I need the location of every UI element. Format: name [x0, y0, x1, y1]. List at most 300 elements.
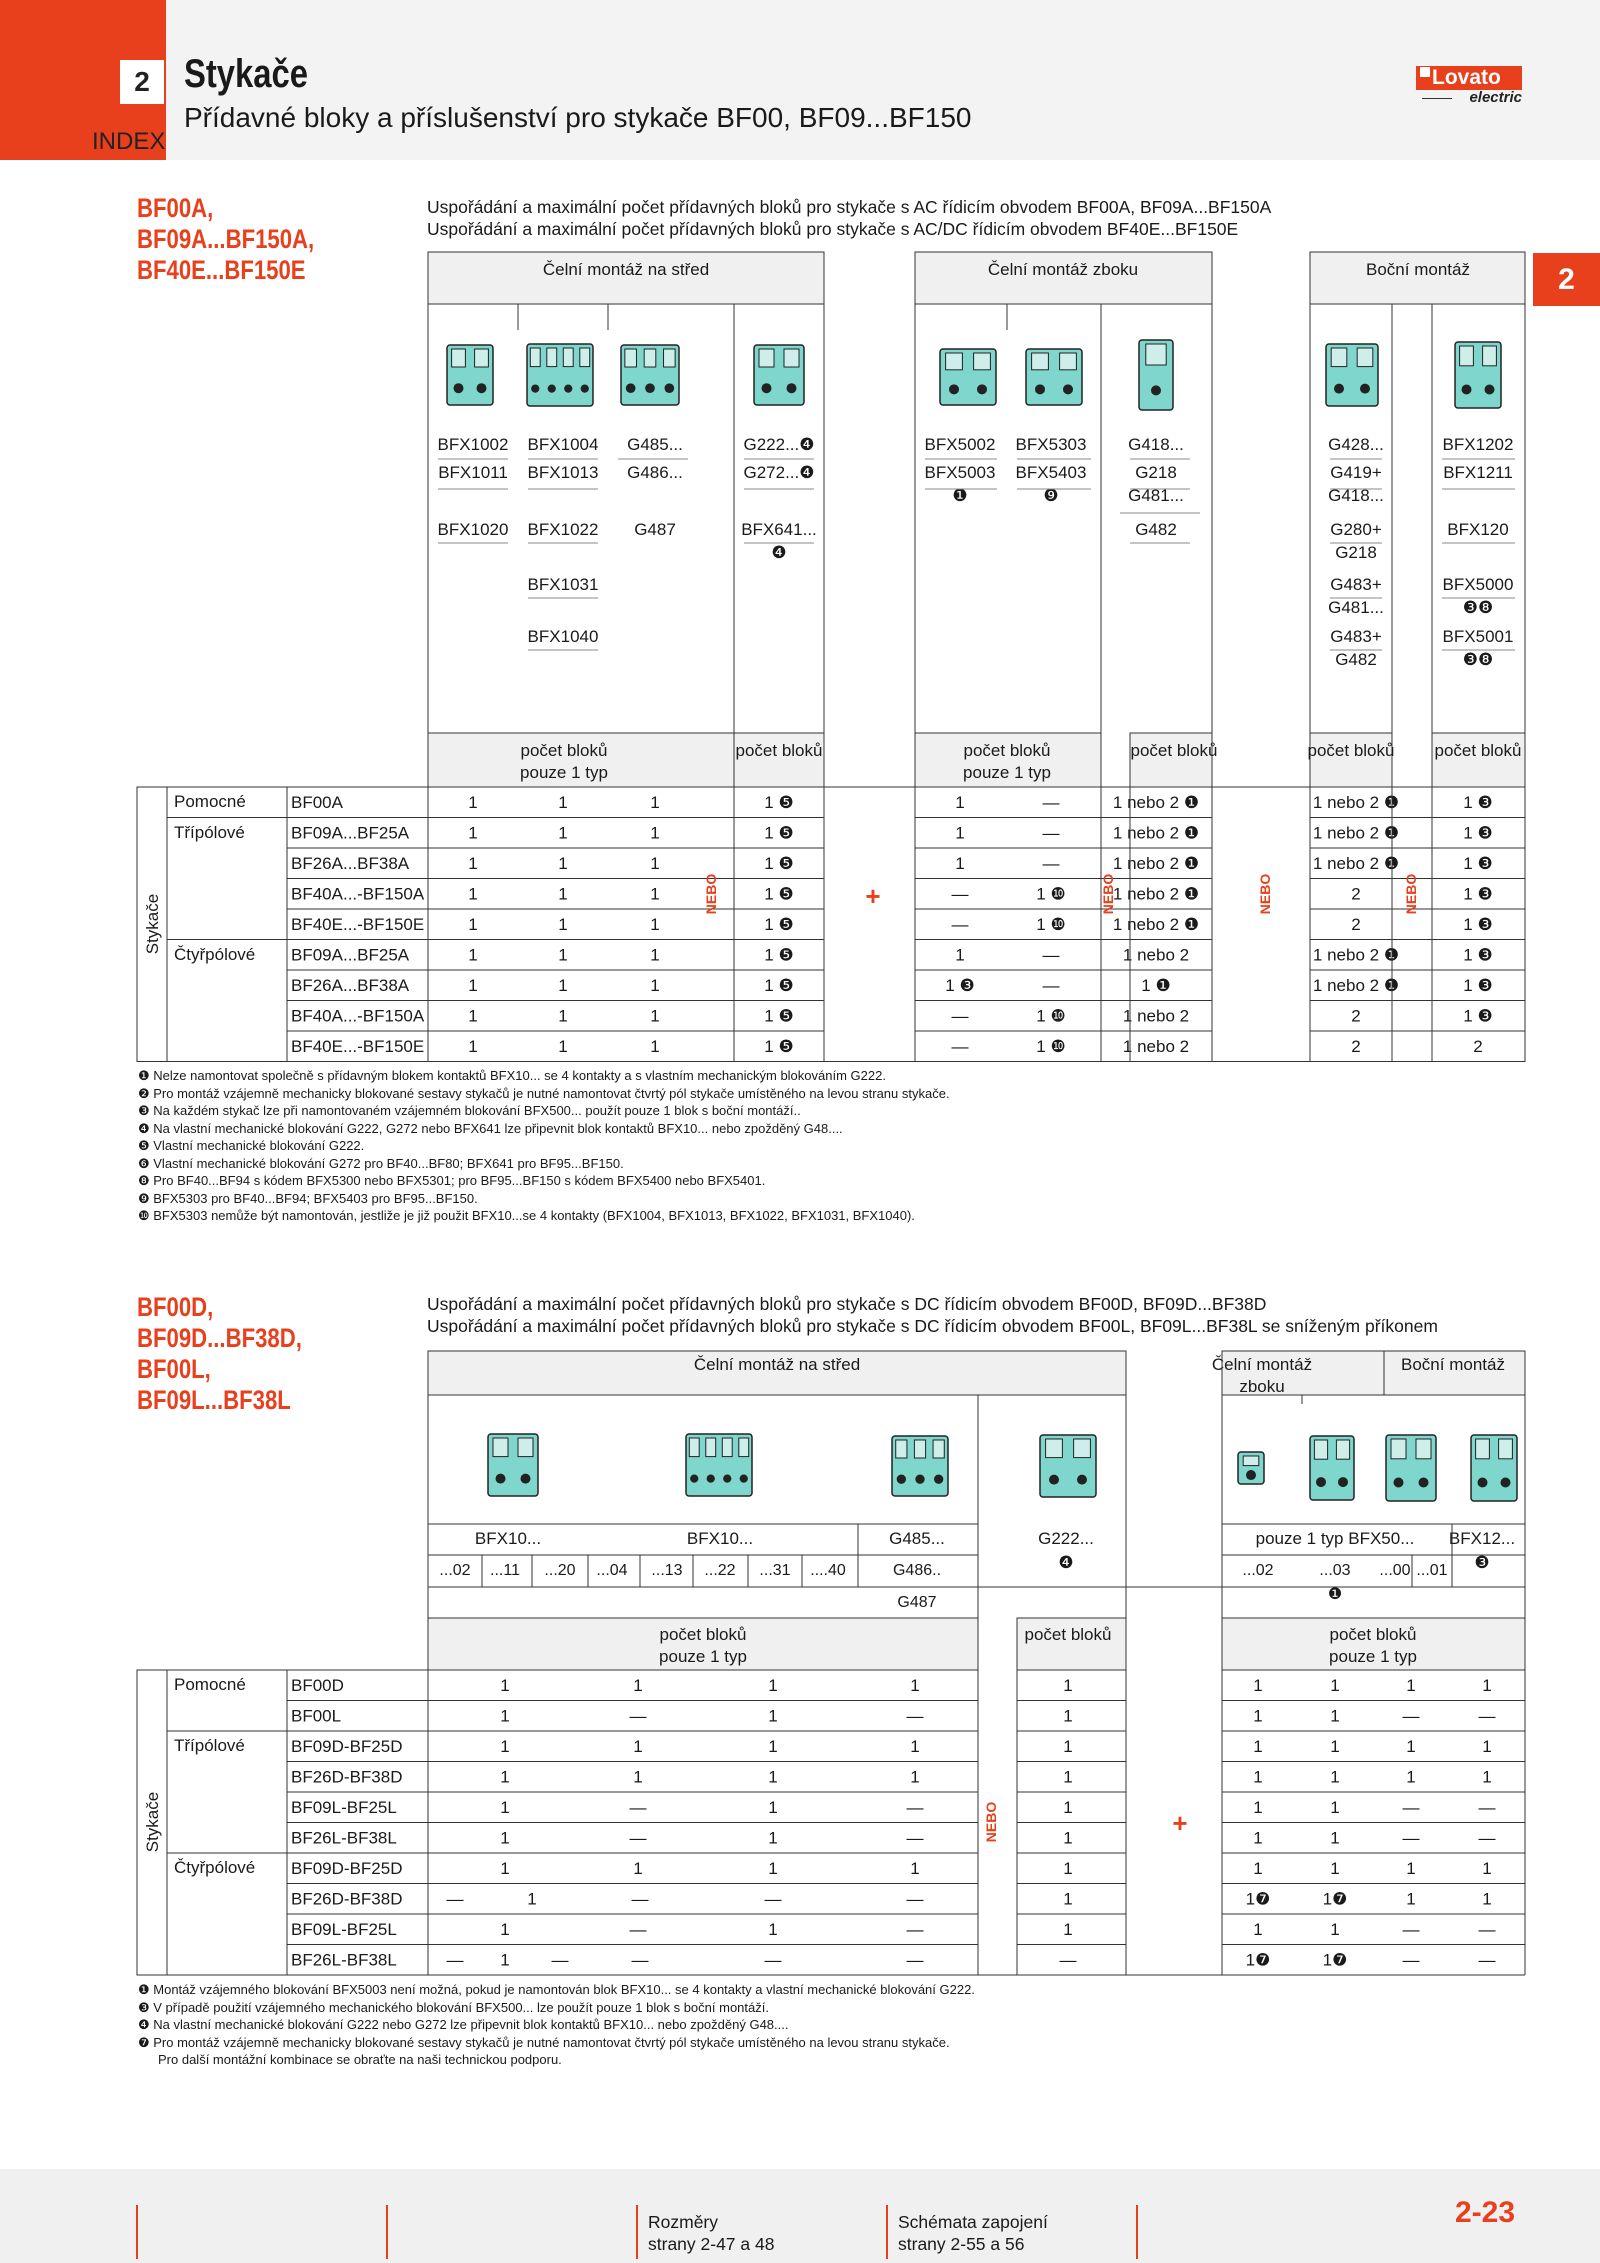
count-value: 1 nebo 2 ❶: [1312, 945, 1400, 965]
chapter-number: 2: [120, 60, 164, 104]
count-value: 1 ❺: [764, 793, 794, 812]
count-value: 1 ❶: [1141, 976, 1171, 995]
part-code: ❹: [771, 543, 787, 562]
side-block-icon: [1238, 1452, 1264, 1484]
count-value: 1 ❺: [764, 884, 794, 904]
part-code: G481...: [1128, 486, 1184, 505]
count-value: 1 ❸: [1463, 1006, 1493, 1026]
logo-wordmark: Lovato: [1432, 66, 1501, 89]
model-label: BF00D: [291, 1676, 344, 1695]
sub-code: ...00: [1379, 1562, 1411, 1579]
part-code: G218: [1335, 543, 1377, 562]
timer-block-icon-terminal: [914, 1440, 925, 1458]
count-value: 1: [1253, 1828, 1263, 1848]
count-value: 1: [1482, 1737, 1492, 1756]
count-value: 2: [1351, 915, 1361, 934]
count-label: počet bloků: [659, 1625, 747, 1644]
count-value: 1: [1253, 1767, 1263, 1787]
sub-code: ....40: [810, 1562, 846, 1579]
count-label: pouze 1 typ: [520, 763, 608, 782]
count-value: —: [631, 1950, 649, 1970]
lateral-block-icon-screw: [1419, 1478, 1429, 1488]
model-label: BF09A...BF25A: [291, 945, 410, 965]
count-label: počet bloků: [1307, 741, 1395, 760]
contact-block-icon-screw: [496, 1474, 506, 1484]
model-label: BF26D-BF38D: [291, 1767, 403, 1787]
count-value: —: [906, 1706, 924, 1726]
count-value: 1: [1330, 1859, 1340, 1878]
part-code: ❶: [952, 486, 968, 505]
group-label-center: Čelní montáž na střed: [693, 1355, 861, 1374]
count-value: 1: [768, 1737, 778, 1756]
interlock-icon-screw: [1049, 1475, 1059, 1485]
count-value: 1: [1330, 1737, 1340, 1756]
count-value: 1 nebo 2 ❶: [1312, 854, 1400, 873]
count-value: 1 nebo 2 ❶: [1112, 793, 1200, 812]
side-label: Stykače: [143, 1791, 162, 1853]
count-value: 1: [500, 1676, 510, 1695]
count-value: —: [1042, 945, 1060, 965]
count-value: 1❼: [1322, 1889, 1348, 1909]
footnote: ❹ Na vlastní mechanické blokování G222 nebo G272 lze připevnit blok kontaktů BFX10... nebo zpožděný G48....: [138, 2017, 789, 2032]
count-value: 1: [558, 823, 568, 843]
count-value: 1 ❸: [1463, 976, 1493, 995]
sub-code: ...31: [759, 1562, 791, 1579]
count-value: 1: [650, 976, 660, 995]
count-value: 1 ❺: [764, 915, 794, 934]
count-value: 1: [1253, 1920, 1263, 1939]
count-value: —: [951, 884, 969, 904]
footer-bar: [0, 2169, 1600, 2263]
count-value: 1: [1330, 1676, 1340, 1695]
footnote: ❻ Vlastní mechanické blokování G272 pro BF40...BF80; BFX641 pro BF95...BF150.: [138, 1155, 624, 1171]
part-code: ❸❽: [1462, 598, 1494, 617]
count-value: —: [1478, 1706, 1496, 1726]
count-value: 1: [910, 1767, 920, 1787]
side-block-icon-terminal: [1243, 1456, 1259, 1466]
count-value: 1: [1063, 1676, 1073, 1695]
count-value: 1: [1406, 1859, 1416, 1878]
nebo-label: NEBO: [703, 873, 719, 915]
count-value: 1 ❺: [764, 945, 794, 965]
count-value: 1: [955, 945, 965, 965]
side-block-icon-terminal: [1336, 1440, 1349, 1459]
group-label-side: Čelní montáž zboku: [987, 260, 1139, 279]
count-value: 1: [1253, 1737, 1263, 1756]
count-value: 1: [558, 884, 568, 904]
timer-block-icon-screw: [897, 1475, 906, 1484]
section1-models: BF00A, BF09A...BF150A, BF40E...BF150E: [137, 193, 315, 285]
count-value: 1: [1063, 1859, 1073, 1878]
footnote: ❽ Pro BF40...BF94 s kódem BFX5300 nebo BFX5301; pro BF95...BF150 s kódem BFX5400 nebo BFX5401.: [138, 1173, 766, 1188]
count-value: 1❼: [1245, 1889, 1271, 1909]
part-code: BFX10...: [686, 1529, 754, 1548]
count-value: —: [1402, 1950, 1420, 1970]
contact-block-icon-screw: [690, 1475, 698, 1483]
lateral-block-icon-terminal: [1499, 1439, 1513, 1459]
part-code: BFX1211: [1443, 463, 1513, 482]
count-label: pouze 1 typ: [659, 1647, 747, 1666]
count-value: 1 ❺: [764, 854, 794, 873]
part-code: pouze 1 typ BFX50...: [1255, 1529, 1415, 1548]
footnote: ❷ Pro montáž vzájemně mechanicky blokované sestavy stykačů je nutné namontovat čtvrtý pól stykače umístěného na levou stranu stykače.: [138, 1085, 950, 1101]
model-label: BF26L-BF38L: [291, 1828, 397, 1848]
type-label: Pomocné: [174, 792, 246, 811]
count-value: —: [1402, 1920, 1420, 1939]
footnote: ❺ Vlastní mechanické blokování G222.: [138, 1138, 365, 1153]
sub-code: G486..: [892, 1562, 942, 1579]
count-value: 1: [650, 884, 660, 904]
model-label: BF00L: [291, 1706, 342, 1726]
contact-block-icon-terminal: [722, 1438, 732, 1457]
count-value: 1: [633, 1859, 643, 1878]
count-value: 1: [500, 1828, 510, 1848]
count-value: 1: [1063, 1828, 1073, 1848]
logo-subtext: electric: [1469, 89, 1522, 106]
page-number: 2-23: [1455, 2196, 1516, 2229]
count-value: 1: [768, 1920, 778, 1939]
footnote: ❾ BFX5303 pro BF40...BF94; BFX5403 pro BF95...BF150.: [138, 1190, 478, 1206]
count-value: 1: [1330, 1798, 1340, 1817]
contact-block-icon-terminal: [706, 1438, 716, 1457]
count-value: 1 ❺: [764, 1037, 794, 1056]
group-label-lateral: Boční montáž: [1366, 260, 1470, 279]
count-label: počet bloků: [1434, 741, 1522, 760]
model-label: BF09A...BF25A: [291, 823, 410, 843]
model-label: BF09L-BF25L: [291, 1920, 397, 1939]
sub-code: ...03: [1319, 1562, 1351, 1579]
nebo-label: NEBO: [1403, 873, 1419, 915]
page-title: Stykače: [184, 52, 309, 96]
count-label: počet bloků: [520, 741, 608, 760]
model-label: BF00A: [291, 793, 343, 812]
model-label: BF40A...-BF150A: [291, 1006, 425, 1026]
group-label-center: Čelní montáž na střed: [542, 260, 710, 279]
model-label: BF09D-BF25D: [291, 1859, 403, 1878]
interlock-icon-terminal: [1046, 1439, 1063, 1458]
plus-sign: +: [865, 881, 881, 911]
section1-intro: Uspořádání a maximální počet přídavných bloků pro stykače s AC řídicím obvodem BF00A, BF09A...BF150A Uspořádání a maximální počet přídavných bloků pro stykače s AC/DC řídicím obvodem BF40E...BF150E: [427, 197, 1272, 239]
nebo-label: NEBO: [983, 1801, 999, 1843]
count-value: 1❼: [1322, 1950, 1348, 1970]
count-value: —: [1042, 793, 1060, 812]
lateral-block-icon-terminal: [1416, 1439, 1431, 1459]
timer-block-icon: [892, 1436, 948, 1496]
count-value: 1: [768, 1859, 778, 1878]
timer-block-icon-screw: [915, 1475, 924, 1484]
count-value: —: [906, 1920, 924, 1939]
type-label: Čtyřpólové: [174, 1858, 256, 1877]
count-value: 1: [633, 1737, 643, 1756]
side-block-icon: [1310, 1436, 1354, 1500]
contact-block-icon: [686, 1434, 752, 1496]
count-value: 1 ❿: [1036, 1037, 1066, 1056]
count-value: —: [631, 1889, 649, 1909]
count-value: 1: [1253, 1798, 1263, 1817]
count-value: 1 ❿: [1036, 1006, 1066, 1026]
count-value: —: [951, 915, 969, 934]
count-value: 1 ❸: [1463, 793, 1493, 812]
sub-code: ...22: [704, 1562, 736, 1579]
part-code: G222...❹: [743, 435, 815, 454]
sub-code: ...04: [596, 1562, 628, 1579]
part-code: BFX5000: [1442, 575, 1514, 594]
group-label-lateral: Boční montáž: [1401, 1355, 1505, 1374]
count-value: 1: [1253, 1676, 1263, 1695]
interlock-icon-screw: [1077, 1475, 1087, 1485]
contact-block-icon-terminal: [739, 1438, 749, 1457]
count-value: 1: [468, 1006, 478, 1026]
part-code: BFX5303: [1015, 435, 1087, 454]
part-code: G418...: [1128, 435, 1184, 454]
count-value: —: [1402, 1828, 1420, 1848]
part-code: BFX120: [1447, 520, 1509, 539]
count-value: 1 ❸: [1463, 915, 1493, 934]
side-block-icon-screw: [1338, 1477, 1348, 1487]
count-value: —: [1402, 1706, 1420, 1726]
count-value: 1: [500, 1859, 510, 1878]
count-value: 1: [650, 945, 660, 965]
part-code: G485...: [889, 1529, 945, 1548]
count-value: 2: [1351, 1006, 1361, 1026]
count-value: 1: [468, 1037, 478, 1056]
part-code: BFX1013: [527, 463, 599, 482]
count-value: —: [1478, 1798, 1496, 1817]
part-code: ❸❽: [1462, 650, 1494, 669]
count-value: 1: [468, 945, 478, 965]
part-code: G486...: [627, 463, 683, 482]
count-value: —: [951, 1006, 969, 1026]
group-label-side: zboku: [1239, 1377, 1285, 1396]
count-value: —: [1478, 1828, 1496, 1848]
nebo-label: NEBO: [1257, 873, 1273, 915]
part-code: BFX1040: [527, 627, 599, 646]
count-value: —: [906, 1950, 924, 1970]
contact-block-icon-screw: [707, 1475, 715, 1483]
count-value: 1 nebo 2 ❶: [1112, 915, 1200, 934]
sub-code: G487: [897, 1594, 937, 1611]
count-value: 1: [1330, 1706, 1340, 1726]
sub-code: ...01: [1416, 1562, 1448, 1579]
count-value: 1 ❸: [945, 976, 975, 995]
count-value: 1: [650, 915, 660, 934]
part-code: BFX5403: [1015, 463, 1087, 482]
count-value: 1: [1482, 1767, 1492, 1787]
count-value: —: [906, 1828, 924, 1848]
sub-code: ...11: [490, 1562, 520, 1579]
count-value: 1 ❿: [1036, 915, 1066, 934]
part-code: BFX1022: [527, 520, 599, 539]
model-label: BF26A...BF38A: [291, 976, 410, 995]
count-value: —: [906, 1798, 924, 1817]
side-block-icon-screw: [1316, 1477, 1326, 1487]
footnote: ❶ Montáž vzájemného blokování BFX5003 není možná, pokud je namontován blok BFX10... se 4 kontakty a vlastní mechanické blokování G222.: [138, 1982, 975, 1997]
count-value: 1 nebo 2 ❶: [1312, 976, 1400, 995]
count-label: počet bloků: [735, 741, 823, 760]
timer-block-icon-terminal: [933, 1440, 944, 1458]
sub-code: ...02: [439, 1562, 471, 1579]
part-code: G419+: [1330, 463, 1382, 482]
count-value: —: [446, 1889, 464, 1909]
part-code: BFX5001: [1442, 627, 1514, 646]
part-code: G481...: [1328, 598, 1384, 617]
side-chapter-tab[interactable]: 2: [1533, 253, 1600, 306]
model-label: BF09D-BF25D: [291, 1737, 403, 1756]
contact-block-icon: [488, 1434, 538, 1496]
count-value: —: [764, 1889, 782, 1909]
count-value: 1 nebo 2: [1122, 1006, 1190, 1026]
type-label: Třípólové: [174, 823, 245, 842]
index-link[interactable]: INDEX: [92, 128, 166, 155]
model-label: BF26L-BF38L: [291, 1950, 397, 1970]
lateral-block-icon-terminal: [1476, 1439, 1490, 1459]
part-code: G280+: [1330, 520, 1382, 539]
count-value: —: [629, 1828, 647, 1848]
count-label: počet bloků: [1329, 1625, 1417, 1644]
type-label: Třípólové: [174, 1736, 245, 1755]
count-value: —: [951, 1037, 969, 1056]
lateral-block-icon-screw: [1501, 1478, 1511, 1488]
count-value: —: [629, 1798, 647, 1817]
model-label: BF26A...BF38A: [291, 854, 410, 873]
count-value: 1: [1406, 1737, 1416, 1756]
count-value: 1: [1063, 1706, 1073, 1726]
count-value: 1: [558, 915, 568, 934]
count-value: 1: [1253, 1706, 1263, 1726]
count-value: 1: [633, 1676, 643, 1695]
count-value: 1: [468, 793, 478, 812]
count-value: 1 ❺: [764, 976, 794, 995]
section2-models: BF00D, BF09D...BF38D, BF00L, BF09L...BF38L: [137, 1292, 302, 1415]
count-value: 1: [955, 854, 965, 873]
count-value: 1: [910, 1737, 920, 1756]
count-value: 1: [558, 976, 568, 995]
count-value: 1: [1063, 1889, 1073, 1909]
count-value: 1❼: [1245, 1950, 1271, 1970]
model-label: BF40E...-BF150E: [291, 915, 425, 934]
count-value: 1: [1406, 1889, 1416, 1909]
count-value: —: [764, 1950, 782, 1970]
part-code: ❸: [1474, 1553, 1490, 1572]
nebo-label: NEBO: [1100, 873, 1116, 915]
count-value: 1: [558, 1037, 568, 1056]
count-value: 1: [650, 1037, 660, 1056]
count-value: 1: [650, 793, 660, 812]
count-value: —: [1042, 976, 1060, 995]
model-label: BF09L-BF25L: [291, 1798, 397, 1817]
count-value: 1: [768, 1828, 778, 1848]
count-value: 1 ❺: [764, 823, 794, 843]
count-value: 1: [768, 1706, 778, 1726]
group-label-side: Čelní montáž: [1211, 1355, 1313, 1374]
count-value: 1: [468, 976, 478, 995]
count-value: 1: [468, 884, 478, 904]
contact-block-icon-screw: [723, 1475, 731, 1483]
contact-block-icon-screw: [740, 1475, 748, 1483]
part-code: G483+: [1330, 575, 1382, 594]
count-value: —: [1402, 1798, 1420, 1817]
part-code: BFX10...: [474, 1529, 542, 1548]
side-block-icon-terminal: [1314, 1440, 1327, 1459]
count-value: —: [446, 1950, 464, 1970]
count-value: 1: [500, 1950, 510, 1970]
count-label: počet bloků: [1130, 741, 1218, 760]
part-code: BFX1202: [1442, 435, 1514, 454]
count-value: —: [906, 1889, 924, 1909]
count-value: 1: [558, 854, 568, 873]
count-value: 1 ❸: [1463, 884, 1493, 904]
count-value: 1: [1253, 1859, 1263, 1878]
footnote: ❹ Na vlastní mechanické blokování G222, G272 nebo BFX641 lze připevnit blok kontaktů BFX10... nebo zpožděný G48....: [138, 1120, 843, 1136]
interlock-icon: [1040, 1435, 1096, 1497]
count-value: 2: [1351, 884, 1361, 904]
model-label: BF40A...-BF150A: [291, 884, 425, 904]
footnote: ❸ V případě použití vzájemného mechanického blokování BFX500... lze použít pouze 1 blok s boční montáží.: [138, 1999, 769, 2015]
count-value: 1: [1063, 1798, 1073, 1817]
side-label: Stykače: [143, 893, 162, 955]
part-code: BFX5002: [924, 435, 996, 454]
count-value: 1: [1406, 1676, 1416, 1695]
part-code: G482: [1335, 650, 1377, 669]
part-code: G485...: [627, 435, 683, 454]
part-code: BFX1002: [437, 435, 509, 454]
count-value: 1: [1063, 1767, 1073, 1787]
part-code: G487: [634, 520, 676, 539]
footnote: ❿ BFX5303 nemůže být namontován, jestliže je již použit BFX10...se 4 kontakty (BFX1004, BFX1013, BFX1022, BFX1031, BFX1040).: [138, 1208, 915, 1223]
count-value: 1 nebo 2 ❶: [1112, 823, 1200, 843]
count-value: 1: [500, 1920, 510, 1939]
count-value: 1 nebo 2 ❶: [1312, 823, 1400, 843]
part-code: G428...: [1328, 435, 1384, 454]
count-value: 1 nebo 2 ❶: [1112, 854, 1200, 873]
count-value: —: [1478, 1950, 1496, 1970]
part-code: BFX1031: [527, 575, 599, 594]
count-value: 1: [1482, 1889, 1492, 1909]
lateral-block-icon: [1386, 1435, 1436, 1501]
count-value: —: [1042, 823, 1060, 843]
type-label: Čtyřpólové: [174, 945, 256, 964]
dimensions-link[interactable]: Rozměry strany 2-47 a 48: [648, 2212, 775, 2254]
count-value: 1 ❸: [1463, 854, 1493, 873]
lateral-block-icon-screw: [1394, 1478, 1404, 1488]
count-value: 1: [910, 1676, 920, 1695]
count-value: —: [629, 1920, 647, 1939]
lateral-block-icon-terminal: [1391, 1439, 1406, 1459]
sub-code: ...13: [651, 1562, 683, 1579]
count-value: 1: [955, 823, 965, 843]
footnote: ❶ Nelze namontovat společně s přídavným blokem kontaktů BFX10... se 4 kontakty a s vlastním mechanickým blokováním G222.: [138, 1068, 886, 1083]
count-value: 1: [1330, 1828, 1340, 1848]
count-value: 1 ❸: [1463, 945, 1493, 965]
timer-block-icon-terminal: [896, 1440, 907, 1458]
part-code: G222...: [1038, 1529, 1094, 1548]
part-code: G418...: [1328, 486, 1384, 505]
page-subtitle: Přídavné bloky a příslušenství pro stykače BF00, BF09...BF150: [184, 102, 972, 133]
count-value: 1: [955, 793, 965, 812]
count-value: 1: [650, 854, 660, 873]
wiring-diagrams-link[interactable]: Schémata zapojení strany 2-55 a 56: [898, 2212, 1048, 2254]
count-value: 1 nebo 2: [1122, 945, 1190, 965]
count-value: 1: [500, 1737, 510, 1756]
footnote: Pro další montážní kombinace se obraťte na naši technickou podporu.: [158, 2052, 562, 2067]
count-value: 1: [1063, 1920, 1073, 1939]
count-value: 1 nebo 2 ❶: [1112, 884, 1200, 904]
sub-code: ...20: [544, 1562, 576, 1579]
model-label: BF26D-BF38D: [291, 1889, 403, 1909]
count-value: 1 ❺: [764, 1006, 794, 1026]
count-value: 1 ❸: [1463, 823, 1493, 843]
part-code: BFX641...: [741, 520, 817, 539]
